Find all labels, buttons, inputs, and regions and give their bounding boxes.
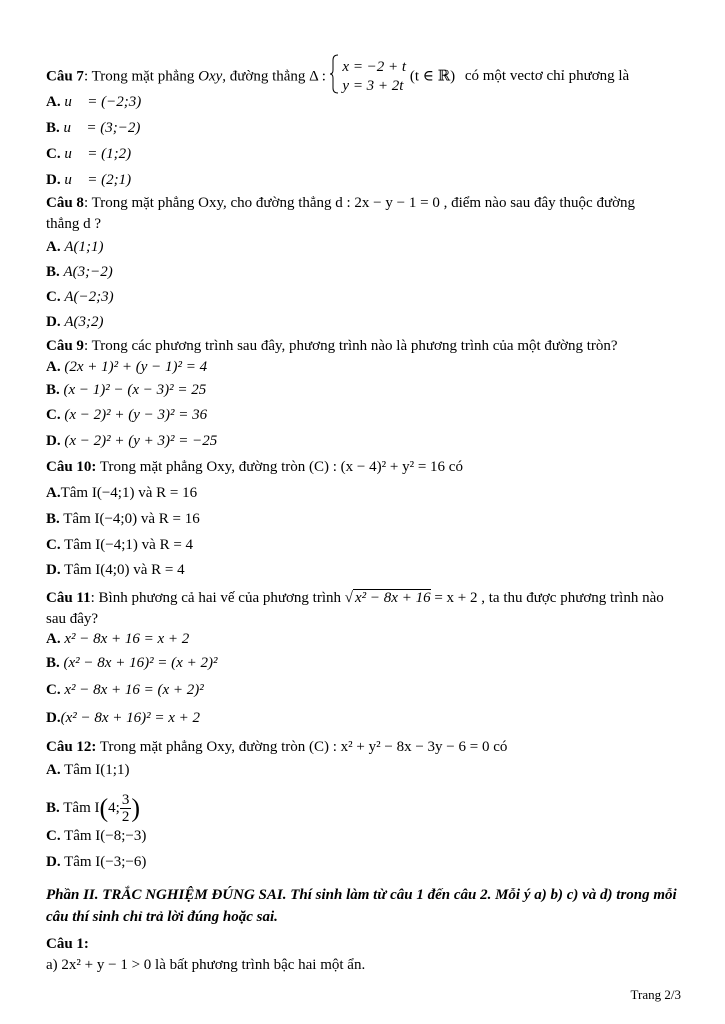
q12-option-d[interactable]: D. Tâm I(−3;−6) xyxy=(46,854,147,870)
q9-option-b[interactable]: B. (x − 1)² − (x − 3)² = 25 xyxy=(46,382,207,398)
q7-label: Câu 7 xyxy=(46,68,84,85)
q9-option-d[interactable]: D. (x − 2)² + (y + 3)² = −25 xyxy=(46,433,218,449)
sqrt-radicand: x² − 8x + 16 xyxy=(355,590,431,606)
q9-option-c[interactable]: C. (x − 2)² + (y − 3)² = 36 xyxy=(46,407,208,423)
q12-option-b[interactable]: B. Tâm I(4; $\frac{3}{2}$ ) xyxy=(46,792,140,825)
q11-stem: Câu 11: Bình phương cả hai vế của phương trình √ x² − 8x + 16 = x + 2 , ta thu được phương trình nào xyxy=(46,590,664,606)
sqrt-symbol: √ xyxy=(344,590,354,606)
q8-stem: Câu 8: Trong mặt phẳng Oxy, cho đường thẳng d : 2x − y − 1 = 0 , điểm nào sau đây thuộc đường xyxy=(46,195,636,211)
q7-option-c[interactable]: C. u⃗ = (1;2) xyxy=(46,146,132,162)
q7-option-b[interactable]: B. u⃗ = (3;−2) xyxy=(46,120,141,136)
q10-option-d[interactable]: D. Tâm I(4;0) và R = 4 xyxy=(46,562,185,578)
q8-option-c[interactable]: C. A(−2;3) xyxy=(46,289,114,305)
q11-option-c[interactable]: C. x² − 8x + 16 = (x + 2)² xyxy=(46,682,204,698)
q9-option-a[interactable]: A. (2x + 1)² + (y − 1)² = 4 xyxy=(46,359,208,375)
q11-option-d[interactable]: D.(x² − 8x + 16)² = x + 2 xyxy=(46,710,201,726)
page-number: Trang 2/3 xyxy=(630,987,681,1002)
q10-stem: Câu 10: Trong mặt phẳng Oxy, đường tròn (C) : (x − 4)² + y² = 16 có xyxy=(46,459,463,475)
q8-option-b[interactable]: B. A(3;−2) xyxy=(46,264,113,280)
q8-stem-line2: thẳng d ? xyxy=(46,216,101,232)
part2-q1a: a) 2x² + y − 1 > 0 là bất phương trình bậc hai một ẩn. xyxy=(46,957,366,973)
q12-option-c[interactable]: C. Tâm I(−8;−3) xyxy=(46,828,147,844)
q10-option-b[interactable]: B. Tâm I(−4;0) và R = 16 xyxy=(46,511,200,527)
q11-option-a[interactable]: A. x² − 8x + 16 = x + 2 xyxy=(46,631,190,647)
system-brace xyxy=(330,54,339,100)
part2-heading: Phần II. TRẮC NGHIỆM ĐÚNG SAI. Thí sinh làm từ câu 1 đến câu 2. Mỗi ý a) b) c) và d) trong mỗi câu thí sinh chỉ trả lời đúng hoặc sai. xyxy=(46,887,677,925)
part2-q1-label: Câu 1: xyxy=(46,936,89,952)
q9-stem: Câu 9: Trong các phương trình sau đây, phương trình nào là phương trình của một đường tròn? xyxy=(46,338,618,354)
q8-option-a[interactable]: A. A(1;1) xyxy=(46,239,104,255)
q10-option-a[interactable]: A.Tâm I(−4;1) và R = 16 xyxy=(46,485,198,501)
fraction: $\frac{3}{2}$ xyxy=(121,792,130,825)
q10-option-c[interactable]: C. Tâm I(−4;1) và R = 4 xyxy=(46,537,194,553)
q12-option-a[interactable]: A. Tâm I(1;1) xyxy=(46,762,130,778)
q7-option-a[interactable]: A. u⃗ = (−2;3) xyxy=(46,94,142,110)
q7-option-d[interactable]: D. u⃗ = (2;1) xyxy=(46,172,132,188)
parametric-system: x = −2 + t y = 3 + 2t xyxy=(342,59,407,94)
q12-stem: Câu 12: Trong mặt phẳng Oxy, đường tròn (C) : x² + y² − 8x − 3y − 6 = 0 có xyxy=(46,739,508,755)
q11-option-b[interactable]: B. (x² − 8x + 16)² = (x + 2)² xyxy=(46,655,218,671)
q11-stem-line2: sau đây? xyxy=(46,611,99,627)
q8-option-d[interactable]: D. A(3;2) xyxy=(46,314,104,330)
q7-stem: Câu 7: Trong mặt phẳng Oxy, đường thẳng Δ : x = −2 + t y = 3 + 2t (t ∈ ℝ) có một vectơ chỉ phương là xyxy=(46,54,629,100)
